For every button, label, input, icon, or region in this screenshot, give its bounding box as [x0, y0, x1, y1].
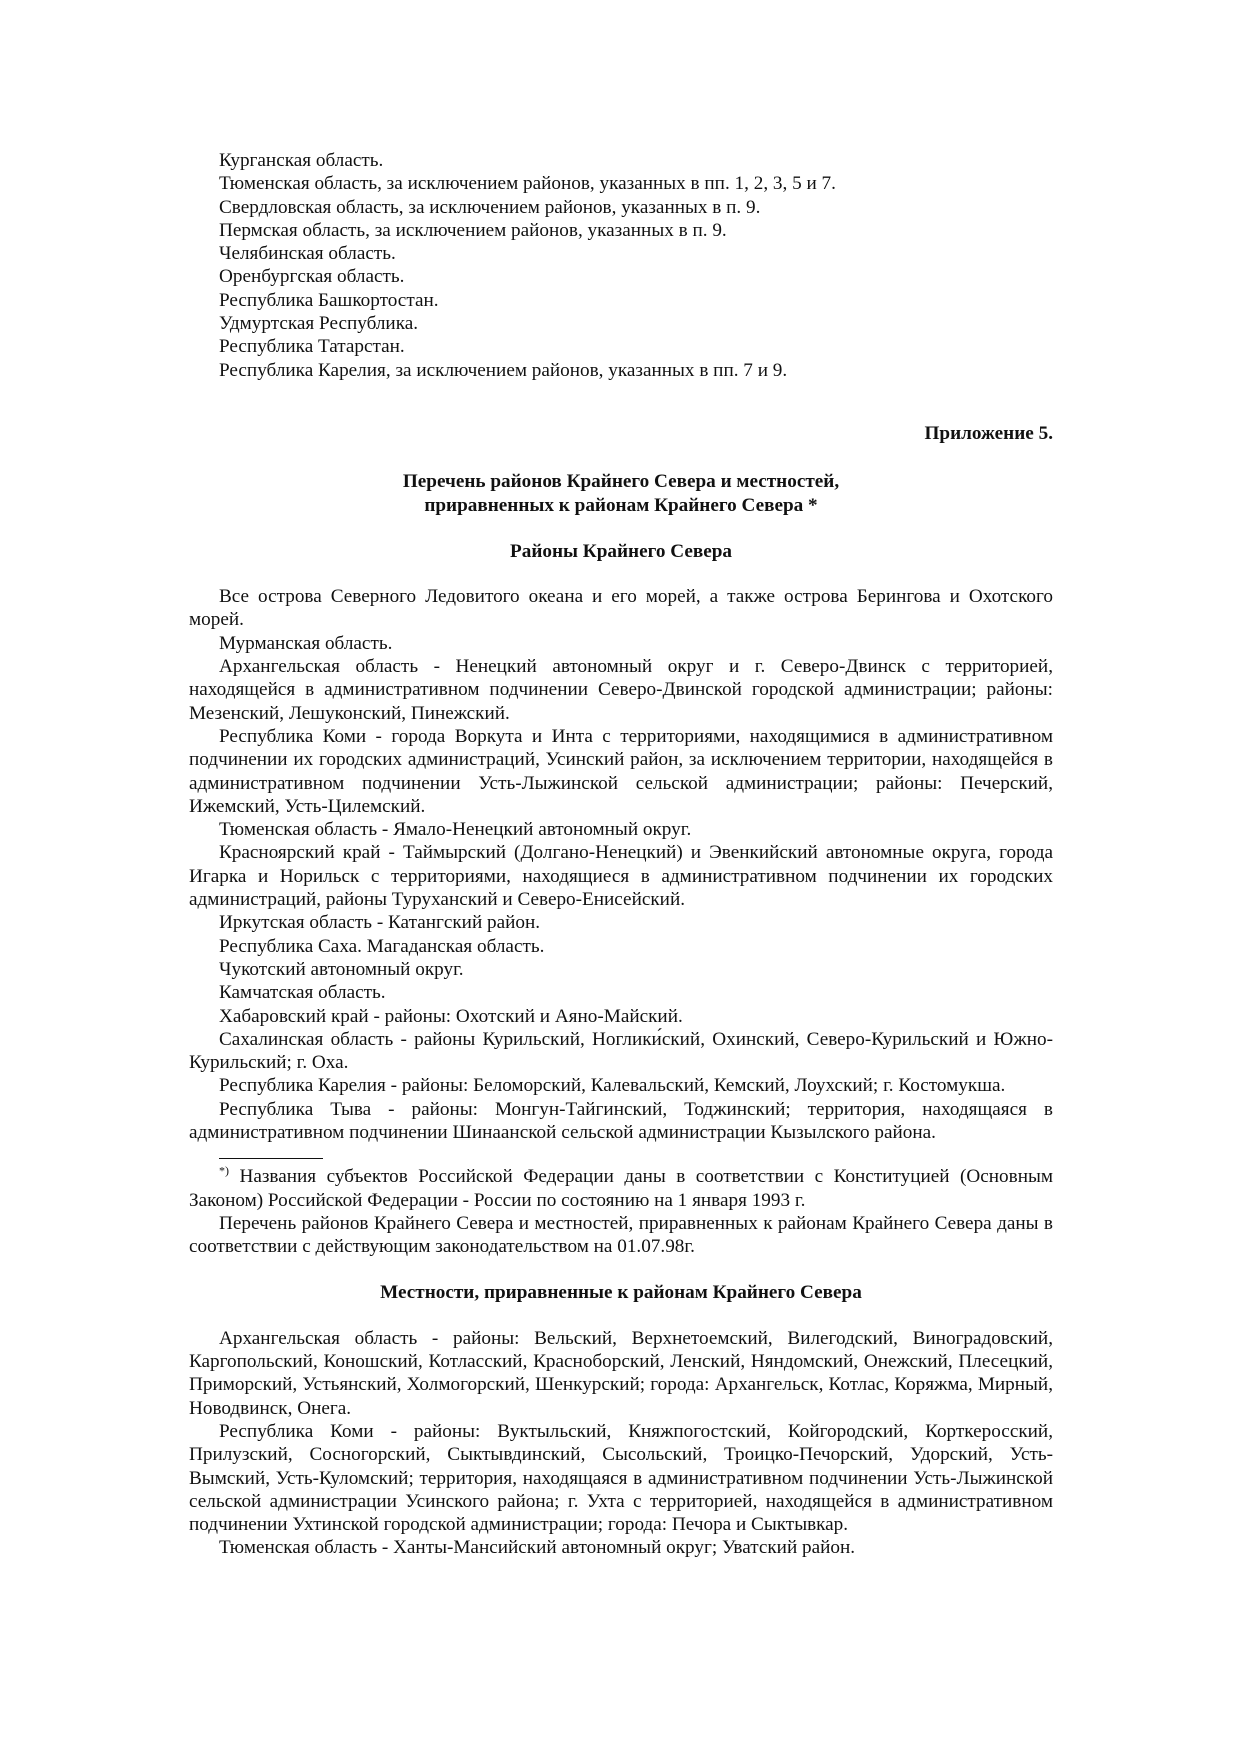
section-heading-equivalent-areas: Местности, приравненные к районам Крайнего Севера — [380, 1282, 862, 1304]
paragraph: Республика Карелия - районы: Беломорский, Калевальский, Кемский, Лоухский; г. Костомукша. — [219, 1075, 1006, 1097]
list-item: Пермская область, за исключением районов, указанных в п. 9. — [219, 219, 727, 241]
list-item: Оренбургская область. — [219, 266, 405, 288]
paragraph: Красноярский край - Таймырский (Долгано-Ненецкий) и Эвенкийский автономные округа, города Игарка и Норильск с территориями, находящиеся в административном подчинении их городских администраций, районы Туруханский и Северо-Енисейский. — [189, 842, 1053, 911]
section-far-north — [189, 585, 1053, 1144]
list-item: Республика Татарстан. — [219, 336, 405, 358]
document-page — [189, 149, 1053, 1560]
title-line: приравненных к районам Крайнего Севера * — [424, 494, 818, 516]
paragraph: Республика Коми - города Воркута и Инта с территориями, находящимися в административном подчинении их городских администраций, Усинский район, за исключением территории, находящейся в административном подчинении Усть-Лыжинской сельской администрации; районы: Печерский, Ижемский, Усть-Цилемский. — [189, 725, 1053, 817]
list-item: Тюменская область, за исключением районов, указанных в пп. 1, 2, 3, 5 и 7. — [219, 173, 836, 195]
list-item: Свердловская область, за исключением районов, указанных в п. 9. — [219, 196, 761, 218]
paragraph: Архангельская область - районы: Вельский, Верхнетоемский, Вилегодский, Виноградовский, Каргопольский, Коношский, Котласский, Красноборский, Ленский, Няндомский, Онежский, Плесецкий, Приморский, Устьянский, Холмогорский, Шенкурский; города: Архангельск, Котлас, Коряжма, Мирный, Новодвинск, Онега. — [189, 1327, 1053, 1419]
section-equivalent-areas — [189, 1327, 1053, 1560]
paragraph: Тюменская область - Ямало-Ненецкий автономный округ. — [219, 819, 692, 841]
footnote-mark: *) — [219, 1163, 229, 1178]
paragraph: Камчатская область. — [219, 982, 386, 1004]
paragraph: Тюменская область - Ханты-Мансийский автономный округ; Уватский район. — [219, 1537, 856, 1559]
paragraph: Мурманская область. — [219, 632, 393, 654]
appendix-label: Приложение 5. — [924, 422, 1053, 444]
paragraph: Республика Саха. Магаданская область. — [219, 935, 545, 957]
paragraph: Все острова Северного Ледовитого океана и его морей, а также острова Берингова и Охотского морей. — [189, 586, 1053, 631]
document-title — [189, 470, 1053, 517]
list-item: Курганская область. — [219, 150, 384, 171]
paragraph: Республика Коми - районы: Вуктыльский, Княжпогостский, Койгородский, Корткеросский, Прилузский, Сосногорский, Сыктывдинский, Сысольский, Троицко-Печорский, Удорский, Усть-Вымский, Усть-Куломский; территория, находящаяся в административном подчинении Усть-Лыжинской сельской администрации Усинского района; г. Ухта с территорией, находящейся в административном подчинении Ухтинской городской администрации; города: Печора и Сыктывкар. — [189, 1420, 1053, 1536]
list-item: Республика Карелия, за исключением районов, указанных в пп. 7 и 9. — [219, 359, 788, 381]
paragraph: Чукотский автономный округ. — [219, 958, 464, 980]
footnote-text: Названия субъектов Российской Федерации даны в соответствии с Конституцией (Основным Законом) Российской Федерации - России по состоянию на 1 января 1993 г. — [189, 1166, 1053, 1211]
footnote-note: Перечень районов Крайнего Севера и местностей, приравненных к районам Крайнего Севера даны в соответствии с действующим законодательством на 01.07.98г. — [189, 1212, 1053, 1258]
region-list — [189, 149, 1053, 382]
footnote — [189, 1165, 1053, 1212]
paragraph: Сахалинская область - районы Курильский, Ноглики́ский, Охинский, Северо-Курильский и Южно-Курильский; г. Оха. — [189, 1028, 1053, 1074]
paragraph: Хабаровский край - районы: Охотский и Аяно-Майский. — [219, 1005, 683, 1027]
list-item: Удмуртская Республика. — [219, 313, 419, 335]
paragraph: Иркутская область - Катангский район. — [219, 912, 541, 934]
section-heading-far-north: Районы Крайнего Севера — [510, 540, 732, 562]
paragraph: Архангельская область - Ненецкий автономный округ и г. Северо-Двинск с территорией, находящейся в административном подчинении Северо-Двинской городской администрации; районы: Мезенский, Лешуконский, Пинежский. — [189, 656, 1053, 724]
title-line: Перечень районов Крайнего Севера и местностей, — [402, 471, 840, 493]
list-item: Челябинская область. — [219, 243, 396, 265]
paragraph: Республика Тыва - районы: Монгун-Тайгинский, Тоджинский; территория, находящаяся в административном подчинении Шинаанской сельской администрации Кызылского района. — [189, 1098, 1053, 1143]
list-item: Республика Башкортостан. — [219, 289, 439, 311]
footnote-separator — [219, 1158, 323, 1159]
